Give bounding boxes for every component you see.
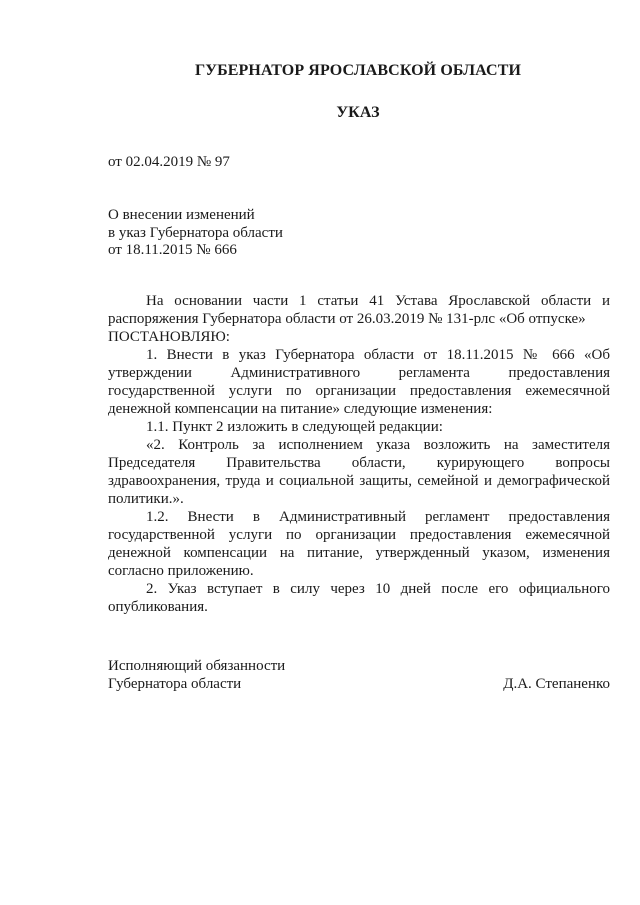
document-subject xyxy=(108,207,283,260)
document-body xyxy=(108,292,610,616)
signature-block xyxy=(108,657,610,693)
item-1-1-quote: «2. Контроль за исполнением указа возложить на заместителя Председателя Правительства области, курирующего вопросы здравоохранения, труда и социальной защиты, семейной и демографической политики.». xyxy=(108,437,610,507)
document-date-number: от 02.04.2019 № 97 xyxy=(108,154,230,170)
signatory-name: Д.А. Степаненко xyxy=(503,676,610,692)
signatory-position-line-2: Губернатора области xyxy=(108,676,242,692)
subject-line: О внесении изменений xyxy=(108,207,255,223)
issuing-authority: ГУБЕРНАТОР ЯРОСЛАВСКОЙ ОБЛАСТИ xyxy=(194,62,522,79)
item-2: 2. Указ вступает в силу через 10 дней после его официального опубликования. xyxy=(108,581,610,615)
subject-line: в указ Губернатора области xyxy=(108,224,283,241)
signatory-position-line-1: Исполняющий обязанности xyxy=(108,658,286,674)
item-1: 1. Внести в указ Губернатора области от 18.11.2015 № 666 «Об утверждении Административного регламента предоставления государственной услуги по организации предоставления ежемесячной денежной компенсации на питание» следующие изменения: xyxy=(108,347,610,417)
resolve-word: ПОСТАНОВЛЯЮ: xyxy=(108,329,230,345)
preamble-paragraph: На основании части 1 статьи 41 Устава Ярославской области и распоряжения Губернатора области от 26.03.2019 № 131-рлс «Об отпуске» xyxy=(108,293,610,327)
document-type: УКАЗ xyxy=(336,104,380,121)
item-1-2: 1.2. Внести в Административный регламент предоставления государственной услуги по организации предоставления ежемесячной денежной компенсации на питание, утвержденный указом, изменения согласно приложению. xyxy=(108,509,610,579)
item-1-1: 1.1. Пункт 2 изложить в следующей редакции: xyxy=(146,419,443,435)
subject-line: от 18.11.2015 № 666 xyxy=(108,242,237,258)
